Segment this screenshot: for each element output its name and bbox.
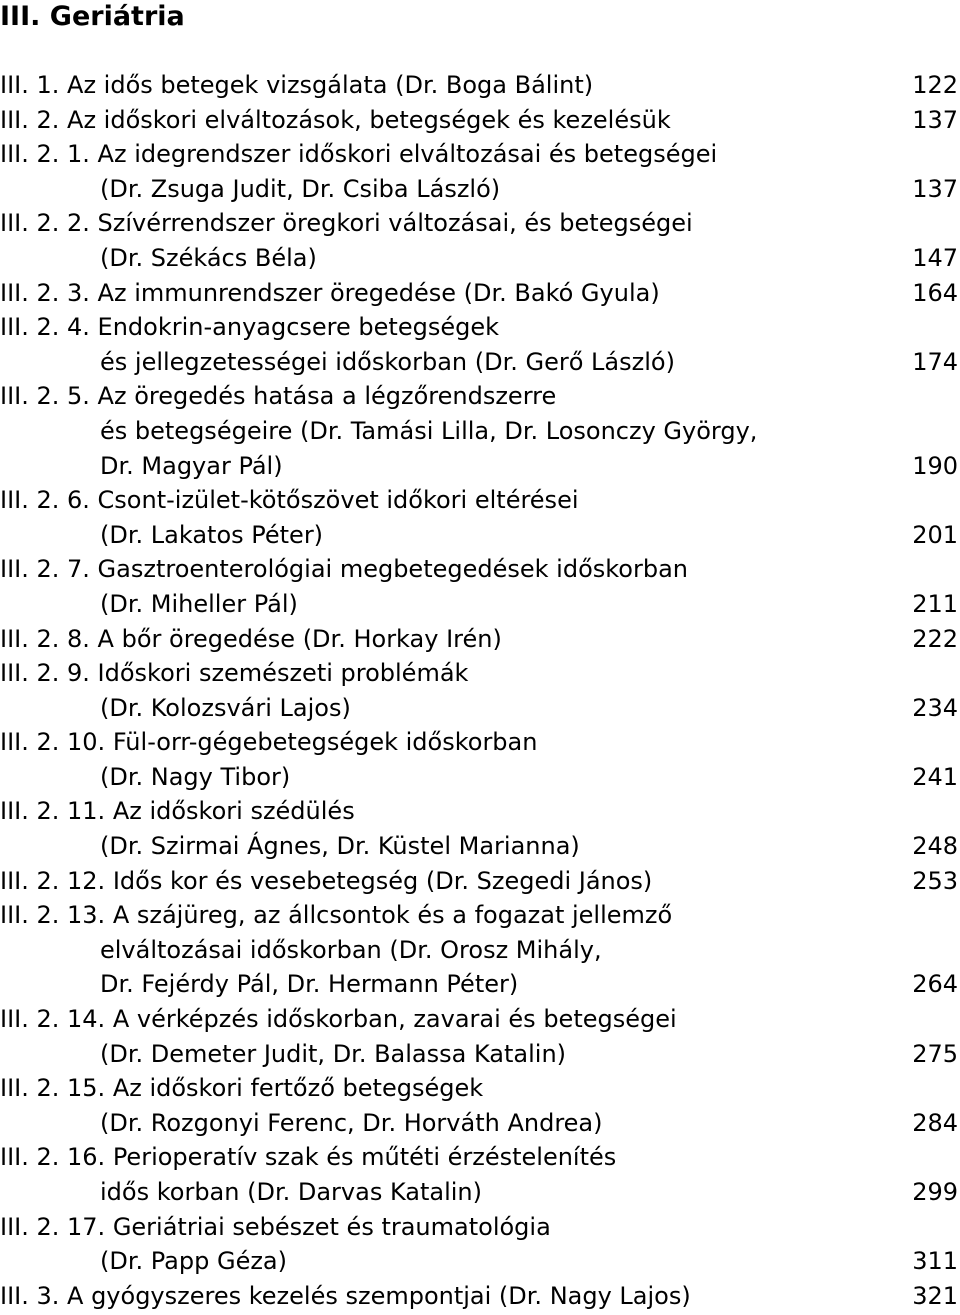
toc-entry xyxy=(0,68,960,103)
toc-entry-text: III. 2. Az időskori elváltozások, betegségek és kezelésük xyxy=(0,105,671,134)
toc-entry xyxy=(0,241,960,276)
toc-entry xyxy=(0,172,960,207)
toc-entry-text: III. 2. 15. Az időskori fertőző betegségek xyxy=(0,1074,484,1103)
toc-page-number: 311 xyxy=(912,1247,958,1276)
toc-entry-text: III. 2. 9. Időskori szemészeti problémák xyxy=(0,659,469,688)
toc-page-number: 241 xyxy=(912,762,958,791)
toc-entry-text: (Dr. Székács Béla) xyxy=(100,243,317,272)
toc-page-number: 275 xyxy=(912,1039,958,1068)
toc-entry-text: III. 2. 6. Csont-izület-kötőszövet időkori eltérései xyxy=(0,486,579,515)
toc-entry xyxy=(0,725,960,760)
toc-page-number: 299 xyxy=(912,1178,958,1206)
toc-entry-text: (Dr. Miheller Pál) xyxy=(100,589,298,618)
toc-entry-text: III. 2. 5. Az öregedés hatása a légzőrendszerre xyxy=(0,382,557,411)
toc-entry xyxy=(0,137,960,172)
toc-entry xyxy=(0,276,960,311)
toc-page-number: 137 xyxy=(912,174,958,203)
toc-page-number: 190 xyxy=(912,451,958,480)
toc-entry xyxy=(0,622,960,657)
toc-entry xyxy=(0,1002,960,1037)
toc-entry xyxy=(0,898,960,933)
toc-entry xyxy=(0,206,960,241)
toc-entry xyxy=(0,691,960,726)
toc-entry xyxy=(0,552,960,587)
toc-entry-text: (Dr. Papp Géza) xyxy=(100,1247,287,1276)
toc-entry xyxy=(0,760,960,795)
toc-entry-text: Dr. Magyar Pál) xyxy=(100,451,283,480)
toc-page-number: 164 xyxy=(912,278,958,307)
toc-entry-text: III. 2. 12. Idős kor és vesebetegség (Dr. Szegedi János) xyxy=(0,866,653,895)
toc-entry-text: III. 2. 8. A bőr öregedése (Dr. Horkay Irén) xyxy=(0,624,502,653)
toc-entry-text: III. 2. 2. Szívérrendszer öregkori változásai, és betegségei xyxy=(0,209,693,238)
section-title: III. Geriátria xyxy=(0,1,185,32)
toc-entry xyxy=(0,1071,960,1106)
table-of-contents xyxy=(0,68,960,1313)
toc-page-number: 201 xyxy=(912,520,958,549)
toc-entry xyxy=(0,933,960,968)
toc-entry-text: (Dr. Nagy Tibor) xyxy=(100,762,291,791)
toc-page-number: 211 xyxy=(912,589,958,618)
toc-page-number: 234 xyxy=(912,693,958,722)
toc-entry xyxy=(0,414,960,449)
toc-entry xyxy=(0,345,960,380)
toc-entry-text: (Dr. Demeter Judit, Dr. Balassa Katalin) xyxy=(100,1039,567,1068)
toc-entry-text: elváltozásai időskorban (Dr. Orosz Mihály, xyxy=(100,935,602,964)
toc-entry xyxy=(0,864,960,899)
toc-page-number: 264 xyxy=(912,970,958,999)
toc-page-number: 137 xyxy=(912,105,958,134)
toc-entry xyxy=(0,1244,960,1279)
toc-entry xyxy=(0,1210,960,1245)
toc-page-number: 222 xyxy=(912,624,958,653)
toc-page-number: 253 xyxy=(912,866,958,895)
toc-entry xyxy=(0,587,960,622)
toc-entry xyxy=(0,656,960,691)
toc-entry xyxy=(0,449,960,484)
toc-entry-text: és betegségeire (Dr. Tamási Lilla, Dr. Losonczy György, xyxy=(100,416,758,445)
toc-page-number: 147 xyxy=(912,243,958,272)
toc-entry-text: III. 2. 3. Az immunrendszer öregedése (Dr. Bakó Gyula) xyxy=(0,278,660,307)
toc-entry-text: és jellegzetességei időskorban (Dr. Gerő László) xyxy=(100,347,675,376)
toc-entry xyxy=(0,829,960,864)
toc-entry xyxy=(0,794,960,829)
toc-page-number: 122 xyxy=(912,71,958,99)
toc-entry-text: III. 3. A gyógyszeres kezelés szempontjai (Dr. Nagy Lajos) xyxy=(0,1281,691,1310)
toc-entry xyxy=(0,1140,960,1175)
toc-entry xyxy=(0,379,960,414)
toc-entry-text: III. 2. 14. A vérképzés időskorban, zavarai és betegségei xyxy=(0,1005,677,1034)
toc-entry-text: (Dr. Rozgonyi Ferenc, Dr. Horváth Andrea) xyxy=(100,1108,603,1137)
toc-entry-text: III. 2. 16. Perioperatív szak és műtéti érzéstelenítés xyxy=(0,1143,617,1172)
toc-entry-text: idős korban (Dr. Darvas Katalin) xyxy=(100,1178,483,1206)
toc-entry xyxy=(0,1175,960,1210)
toc-entry-text: III. 2. 11. Az időskori szédülés xyxy=(0,797,355,826)
toc-entry-text: (Dr. Lakatos Péter) xyxy=(100,520,324,549)
toc-entry-text: III. 2. 13. A szájüreg, az állcsontok és a fogazat jellemző xyxy=(0,901,673,930)
toc-entry xyxy=(0,967,960,1002)
toc-entry-text: III. 2. 1. Az idegrendszer időskori elváltozásai és betegségei xyxy=(0,140,718,169)
toc-entry xyxy=(0,1279,960,1314)
toc-entry-text: (Dr. Szirmai Ágnes, Dr. Küstel Marianna) xyxy=(100,832,580,861)
toc-entry-text: III. 2. 4. Endokrin-anyagcsere betegségek xyxy=(0,313,499,342)
toc-entry-text: (Dr. Kolozsvári Lajos) xyxy=(100,693,351,722)
toc-entry-text: III. 2. 17. Geriátriai sebészet és traumatológia xyxy=(0,1212,551,1241)
toc-entry xyxy=(0,103,960,138)
toc-entry xyxy=(0,518,960,553)
toc-entry-text: Dr. Fejérdy Pál, Dr. Hermann Péter) xyxy=(100,970,519,999)
toc-entry-text: (Dr. Zsuga Judit, Dr. Csiba László) xyxy=(100,174,501,203)
toc-page-number: 248 xyxy=(912,832,958,861)
toc-entry-text: III. 2. 10. Fül-orr-gégebetegségek időskorban xyxy=(0,728,538,757)
toc-page-number: 174 xyxy=(912,347,958,376)
toc-entry-text: III. 2. 7. Gasztroenterológiai megbetegedések időskorban xyxy=(0,555,689,584)
toc-entry xyxy=(0,1106,960,1141)
toc-entry-text: III. 1. Az idős betegek vizsgálata (Dr. Boga Bálint) xyxy=(0,71,594,99)
toc-entry xyxy=(0,483,960,518)
toc-entry xyxy=(0,310,960,345)
toc-page-number: 321 xyxy=(912,1281,958,1310)
toc-entry xyxy=(0,1037,960,1072)
toc-page-number: 284 xyxy=(912,1108,958,1137)
